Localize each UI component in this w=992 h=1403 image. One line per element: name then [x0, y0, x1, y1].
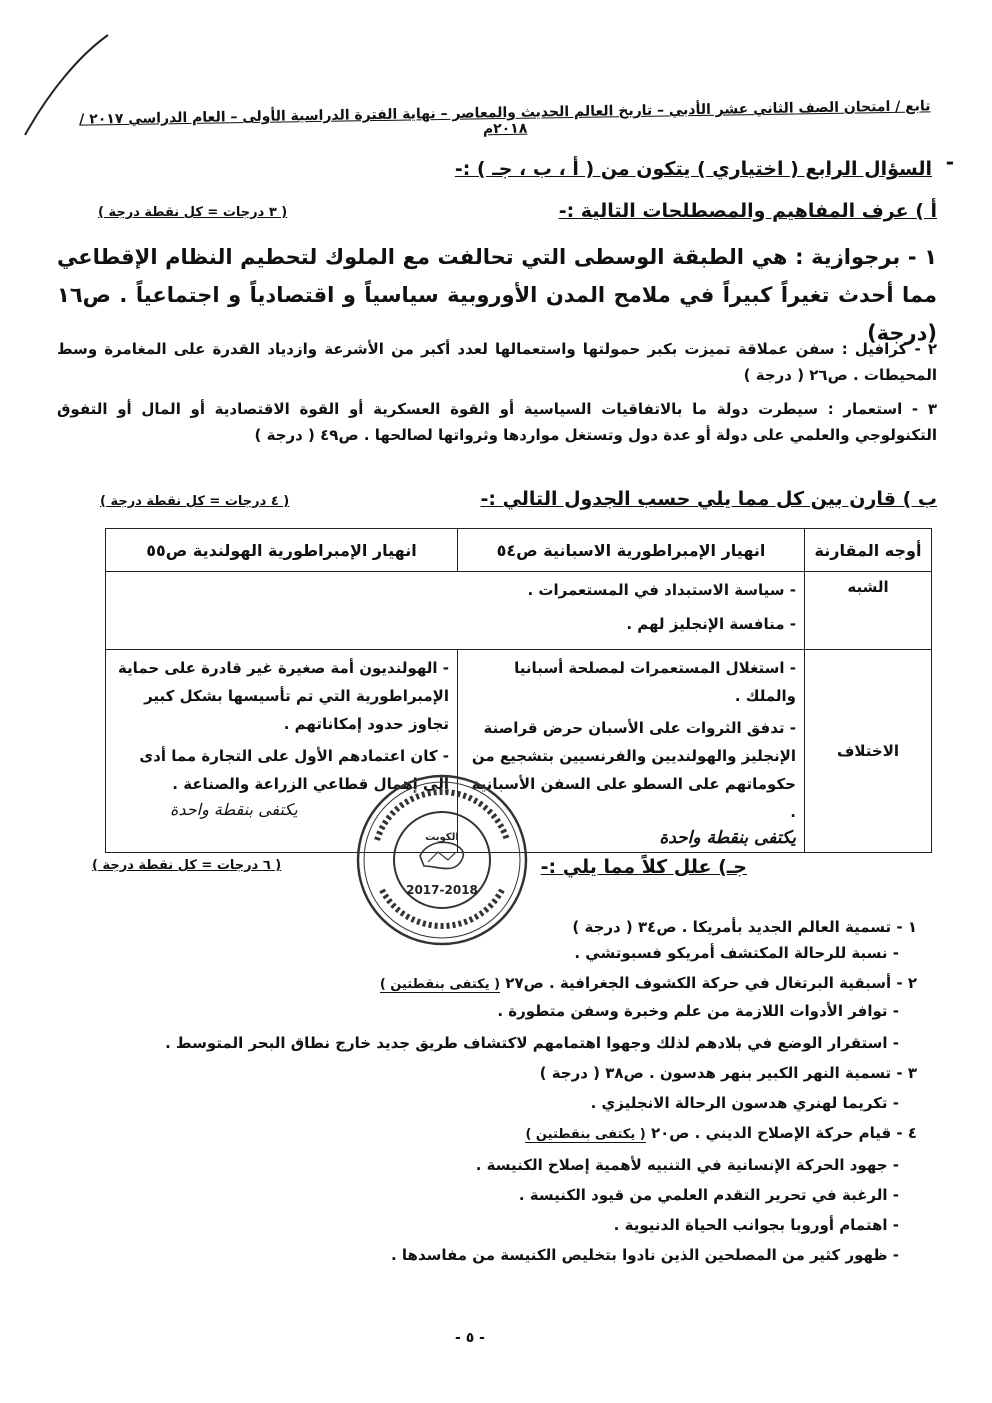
dutch-item: - كان اعتمادهم الأول على التجارة مما أدى إلى إهمال قطاعي الزراعة والصناعة .	[139, 747, 449, 793]
reason-item-3	[57, 1060, 917, 1116]
definition-1	[57, 238, 937, 352]
reason-sub: - توافر الأدوات اللازمة من علم وخبرة وسفن متطورة .	[497, 1002, 899, 1020]
similarity-label: الشبه	[805, 572, 932, 650]
similarity-cell	[106, 572, 805, 650]
reason-note: ( يكتفى بنقطتين )	[525, 1127, 646, 1142]
section-b-score: ( ٤ درجات = كل نقطة درجة )	[100, 494, 290, 509]
seal-years: 2017-2018	[406, 883, 478, 897]
definition-3-term: ٣ - استعمار :	[827, 400, 937, 418]
page-number: - ٥ -	[455, 1330, 485, 1346]
table-row-similarity	[106, 572, 932, 650]
spanish-item: - تدفق الثروات على الأسبان حرض قراصنة الإنجليز والهولنديين والفرنسيين بتشجيع من حكوماتهم على السطو على السفن الأسبانية .	[471, 719, 796, 821]
similarity-item: - منافسة الإنجليز لهم .	[626, 615, 796, 633]
reason-head: ٢ - أسبقية البرتغال في حركة الكشوف الجغرافية . ص٢٧	[505, 974, 917, 992]
definition-3-text: سيطرت دولة ما بالاتفاقيات السياسية أو القوة العسكرية أو القوة الاقتصادية أو المال أو التفوق التكنولوجي والعلمي على دولة أو عدة دول وتستغل مواردها وثرواتها لصالحها . ص٤٩ ( درجة )	[57, 400, 937, 444]
dutch-item: - الهولنديون أمة صغيرة غير قادرة على حماية الإمبراطورية التي تم تأسيسها بشكل كبير تجاوز حدود إمكاناتهم .	[117, 659, 449, 733]
definition-1-term: ١ - برجوازية :	[795, 245, 938, 269]
handwritten-note-spanish: يكتفى بنقطة واحدة	[659, 828, 796, 848]
table-header-dutch: انهيار الإمبراطورية الهولندية ص٥٥	[106, 529, 458, 572]
margin-dash: -	[945, 150, 954, 174]
question-title: السؤال الرابع ( اختياري ) يتكون من ( أ ، ب ، جـ ) :-	[454, 158, 932, 180]
section-b-title: ب ) قارن بين كل مما يلي حسب الجدول التالي :-	[480, 488, 937, 510]
reason-sub: - نسبة للرحالة المكتشف أمريكو فسبوتشي .	[574, 944, 899, 962]
table-header-spanish: انهيار الإمبراطورية الاسبانية ص٥٤	[458, 529, 805, 572]
reason-item-4	[57, 1120, 917, 1268]
seal-center-text: الكويت	[425, 832, 459, 843]
section-a-title: أ ) عرف المفاهيم والمصطلحات التالية :-	[558, 200, 937, 222]
reason-sub: - استقرار الوضع في بلادهم لذلك وجهوا اهتمامهم لاكتشاف طريق جديد خارج نطاق البحر المتوسط .	[165, 1034, 899, 1052]
reason-note: ( يكتفى بنقطتين )	[379, 977, 501, 992]
reason-sub: - اهتمام أوروبا بجوانب الحياة الدنيوية .	[613, 1216, 899, 1234]
exam-header: تابع / امتحان الصف الثاني عشر الأدبي – تاريخ العالم الحديث والمعاصر – نهاية الفترة الدراسية الأولى – العام الدراسي ٢٠١٧ / ٢٠١٨م	[79, 98, 931, 138]
definition-1-text: هي الطبقة الوسطى التي تحالفت مع الملوك لتحطيم النظام الإقطاعي مما أحدث تغيراً كبيراً في ملامح المدن الأوروبية سياسياً و اقتصادياً و اجتماعياً . ص١٦ (درجة)	[57, 245, 937, 345]
reason-head: ١ - تسمية العالم الجديد بأمريكا . ص٣٤ ( درجة )	[572, 918, 917, 936]
table-header-aspect: أوجه المقارنة	[805, 529, 932, 572]
definition-3	[57, 396, 937, 448]
difference-label: الاختلاف	[805, 650, 932, 853]
handwritten-note-dutch: يكتفى بنقطة واحدة	[170, 800, 298, 819]
section-c-title: جـ) علل كلاً مما يلي :-	[540, 856, 747, 878]
definition-2	[57, 336, 937, 388]
reason-sub: - تكريما لهنري هدسون الرحالة الانجليزي .	[590, 1094, 899, 1112]
reason-head: ٤ - قيام حركة الإصلاح الديني . ص٢٠	[650, 1124, 917, 1142]
reason-item-1	[57, 914, 917, 966]
reasons-list	[57, 914, 917, 1268]
section-c-score: ( ٦ درجات = كل نقطة درجة )	[92, 858, 282, 873]
reason-sub: - جهود الحركة الإنسانية في التنبيه لأهمية إصلاح الكنيسة .	[475, 1156, 899, 1174]
reason-sub: - ظهور كثير من المصلحين الذين نادوا بتخليص الكنيسة من مفاسدها .	[390, 1246, 899, 1264]
definition-2-text: سفن عملاقة تميزت بكبر حمولتها واستعمالها لعدد أكبر من الأشرعة وازدياد القدرة على المغامرة وسط المحيطات . ص٢٦ ( درجة )	[57, 340, 937, 384]
similarity-item: - سياسة الاستبداد في المستعمرات .	[527, 581, 796, 599]
definition-2-term: ٢ - كرافيل :	[841, 340, 937, 358]
reason-sub: - الرغبة في تحرير التقدم العلمي من قيود الكنيسة .	[518, 1186, 899, 1204]
spanish-item: - استغلال المستعمرات لمصلحة أسبانيا والملك .	[514, 659, 796, 705]
reason-head: ٣ - تسمية النهر الكبير بنهر هدسون . ص٣٨ ( درجة )	[539, 1064, 917, 1082]
reason-item-2	[57, 970, 917, 1056]
table-header-row	[106, 529, 932, 572]
section-a-score: ( ٣ درجات = كل نقطة درجة )	[98, 205, 288, 220]
